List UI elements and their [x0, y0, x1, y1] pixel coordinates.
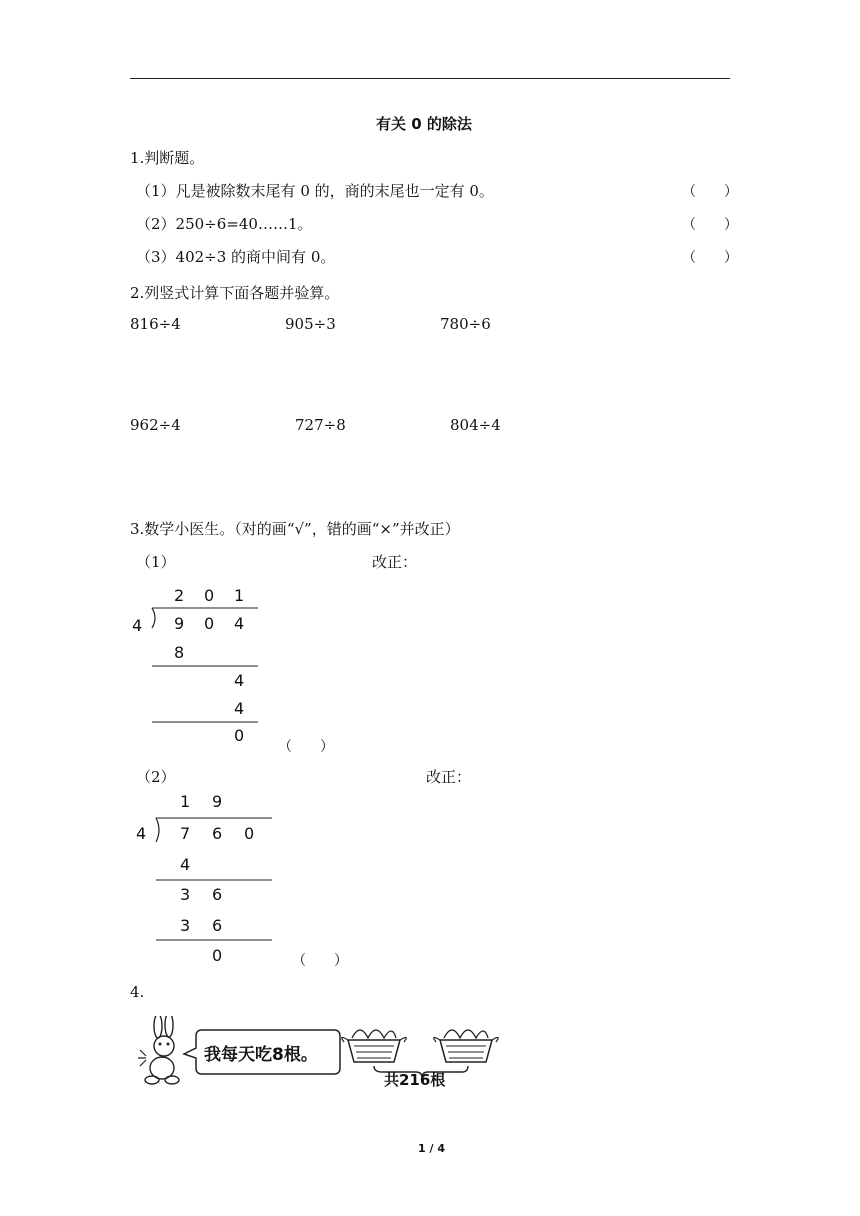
q4-illustration	[138, 1016, 508, 1092]
step-digit: 4	[234, 671, 245, 690]
divisor: 4	[132, 616, 143, 635]
q1-item-1: （1）凡是被除数末尾有 0 的，商的末尾也一定有 0。	[136, 182, 494, 200]
division-lines	[128, 580, 278, 750]
q2-problem: 804÷4	[450, 416, 501, 434]
q2-problem: 962÷4	[130, 416, 181, 434]
q3-part1-correction-label: 改正：	[372, 553, 418, 571]
q3-part1-label: （1）	[136, 553, 176, 571]
dividend-digit: 4	[234, 614, 245, 633]
divisor: 4	[136, 824, 147, 843]
speech-bubble-text: 我每天吃8根。	[204, 1045, 318, 1065]
basket-icon	[342, 1030, 407, 1062]
q1-item-3: （3）402÷3 的商中间有 0。	[136, 248, 336, 266]
q1-item-2: （2）250÷6=40……1。	[136, 215, 313, 233]
q3-part2-label: （2）	[136, 768, 176, 786]
rabbit-icon	[138, 1016, 508, 1092]
q2-problem: 727÷8	[295, 416, 346, 434]
q1-heading: 1.判断题。	[130, 149, 205, 167]
step-digit: 4	[234, 699, 245, 718]
q4-heading: 4.	[130, 983, 145, 1001]
step-digit: 4	[180, 855, 191, 874]
step-digit: 3	[180, 885, 191, 904]
dividend-digit: 6	[212, 824, 223, 843]
long-division-2	[132, 790, 282, 970]
quotient-digit: 1	[180, 792, 191, 811]
basket-icon	[434, 1030, 499, 1062]
q1-answer-blank-3[interactable]: （ ）	[682, 250, 738, 266]
quotient-digit: 9	[212, 792, 223, 811]
step-digit: 8	[174, 643, 185, 662]
q1-answer-blank-1[interactable]: （ ）	[682, 184, 738, 200]
quotient-digit: 2	[174, 586, 185, 605]
page-title: 有关 0 的除法	[376, 115, 472, 133]
q3-part2-answer-blank[interactable]: （ ）	[292, 953, 348, 969]
division-lines	[132, 790, 282, 970]
dividend-digit: 9	[174, 614, 185, 633]
header-rule	[130, 78, 730, 79]
q2-problem: 905÷3	[285, 315, 336, 333]
quotient-digit: 0	[204, 586, 215, 605]
remainder-digit: 0	[234, 726, 245, 745]
step-digit: 6	[212, 916, 223, 935]
q2-heading: 2.列竖式计算下面各题并验算。	[130, 284, 340, 302]
q1-answer-blank-2[interactable]: （ ）	[682, 217, 738, 233]
long-division-1	[128, 580, 278, 750]
dividend-digit: 7	[180, 824, 191, 843]
step-digit: 3	[180, 916, 191, 935]
q3-part2-correction-label: 改正：	[426, 768, 472, 786]
remainder-digit: 0	[212, 946, 223, 965]
q3-heading: 3.数学小医生。（对的画“√”，错的画“×”并改正）	[130, 520, 460, 538]
dividend-digit: 0	[244, 824, 255, 843]
dividend-digit: 0	[204, 614, 215, 633]
q3-part1-answer-blank[interactable]: （ ）	[278, 739, 334, 755]
page-number: 1 / 4	[418, 1142, 445, 1155]
quotient-digit: 1	[234, 586, 245, 605]
total-label: 共216根	[384, 1071, 446, 1089]
step-digit: 6	[212, 885, 223, 904]
q2-problem: 816÷4	[130, 315, 181, 333]
q2-problem: 780÷6	[440, 315, 491, 333]
